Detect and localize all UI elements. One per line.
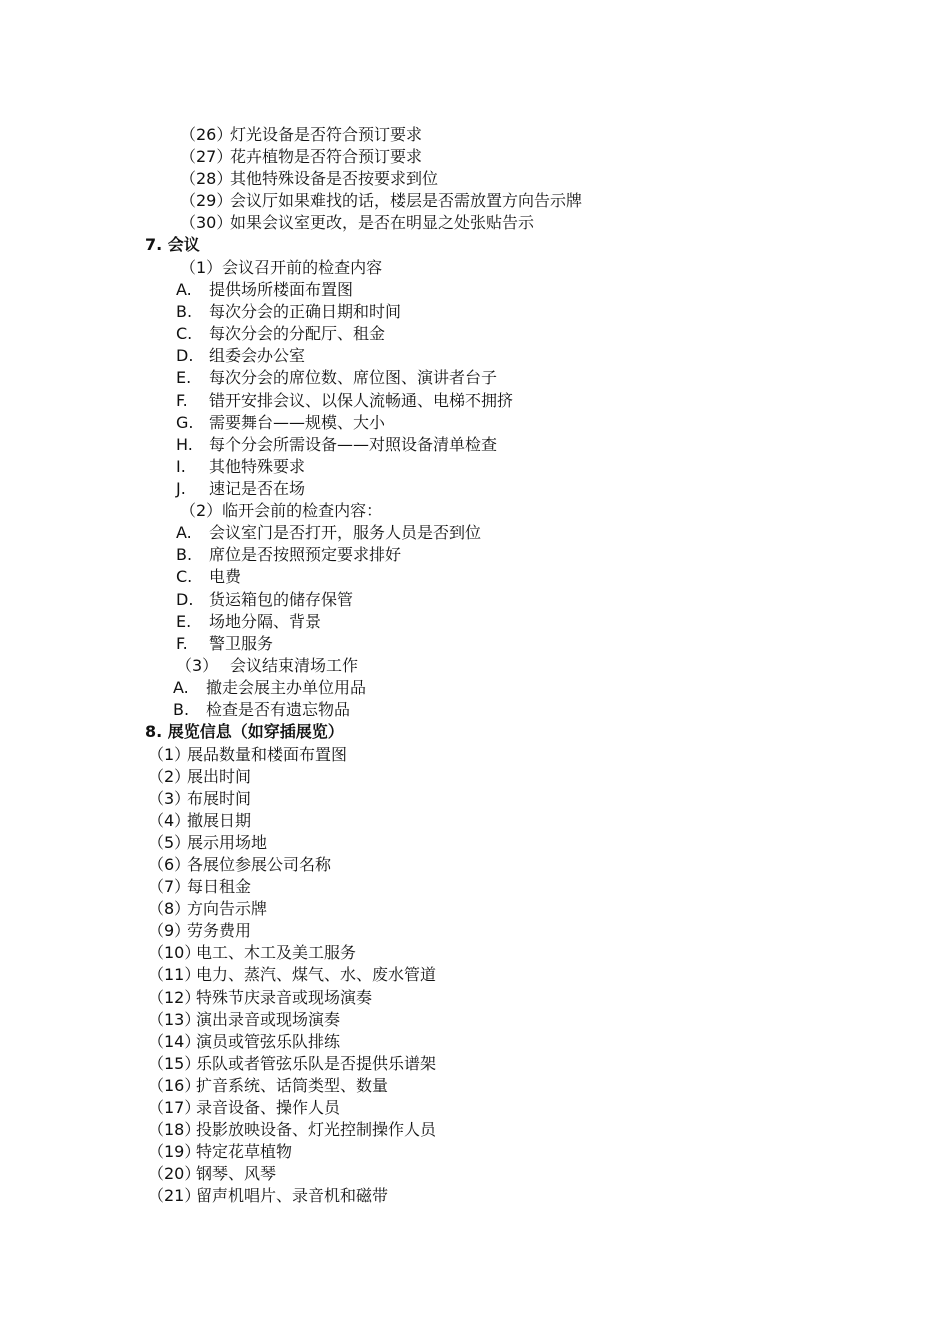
item-marker: A. (173, 678, 189, 697)
item-marker: （8） (148, 899, 191, 918)
item-marker: F. (176, 634, 188, 653)
item-text: 乐队或者管弦乐队是否提供乐谱架 (196, 1054, 437, 1073)
item-marker: （18） (148, 1120, 201, 1139)
item-text: 每次分会的席位数、席位图、演讲者台子 (209, 368, 498, 387)
item-marker: （21） (148, 1186, 201, 1205)
item-text: 花卉植物是否符合预订要求 (230, 147, 423, 166)
item-marker: F. (176, 391, 188, 410)
item-marker: （3） (148, 789, 191, 808)
item-marker: D. (176, 346, 194, 365)
item-text: 错开安排会议、以保人流畅通、电梯不拥挤 (209, 391, 514, 410)
item-text: 每日租金 (187, 877, 252, 896)
item-text: 劳务费用 (187, 921, 252, 940)
item-text: 需要舞台——规模、大小 (209, 413, 386, 432)
section-8-heading: 8. 展览信息（如穿插展览） (145, 722, 344, 741)
item-text: 会议厅如果难找的话，楼层是否需放置方向告示牌 (230, 191, 583, 210)
item-marker: （29） (180, 191, 233, 210)
item-text: 警卫服务 (209, 634, 274, 653)
item-marker: （13） (148, 1010, 201, 1029)
item-text: 其他特殊设备是否按要求到位 (230, 169, 439, 188)
item-text: 电费 (209, 567, 242, 586)
item-marker: （1） (148, 745, 191, 764)
item-marker: （16） (148, 1076, 201, 1095)
item-text: 提供场所楼面布置图 (209, 280, 354, 299)
item-marker: （15） (148, 1054, 201, 1073)
item-text: 展出时间 (187, 767, 252, 786)
item-text: 演员或管弦乐队排练 (196, 1032, 341, 1051)
item-text: 各展位参展公司名称 (187, 855, 332, 874)
item-text: 特殊节庆录音或现场演奏 (196, 988, 373, 1007)
item-marker: G. (176, 413, 194, 432)
item-marker: C. (176, 324, 193, 343)
item-text: 其他特殊要求 (209, 457, 306, 476)
subsection-2-title: （2）临开会前的检查内容： (180, 501, 383, 520)
item-marker: （11） (148, 965, 201, 984)
item-text: 布展时间 (187, 789, 252, 808)
item-text: 方向告示牌 (187, 899, 268, 918)
item-text: 每个分会所需设备——对照设备清单检查 (209, 435, 498, 454)
item-text: 演出录音或现场演奏 (196, 1010, 341, 1029)
section-7-heading: 7. 会议 (145, 235, 200, 254)
item-marker: D. (176, 590, 194, 609)
item-marker: A. (176, 523, 192, 542)
item-text: 货运箱包的储存保管 (209, 590, 354, 609)
item-text: 投影放映设备、灯光控制操作人员 (196, 1120, 437, 1139)
item-marker: E. (176, 612, 192, 631)
item-text: 展品数量和楼面布置图 (187, 745, 348, 764)
item-text: 撤展日期 (187, 811, 252, 830)
item-text: 留声机唱片、录音机和磁带 (196, 1186, 389, 1205)
item-marker: A. (176, 280, 192, 299)
item-marker: （20） (148, 1164, 201, 1183)
item-marker: J. (176, 479, 186, 498)
item-text: 电工、木工及美工服务 (196, 943, 357, 962)
item-text: 每次分会的分配厅、租金 (209, 324, 386, 343)
item-marker: C. (176, 567, 193, 586)
item-text: 灯光设备是否符合预订要求 (230, 125, 423, 144)
item-marker: B. (173, 700, 190, 719)
subsection-3-title: 会议结束清场工作 (230, 656, 359, 675)
item-marker: （10） (148, 943, 201, 962)
item-text: 特定花草植物 (196, 1142, 293, 1161)
subsection-3-marker: （3） (176, 656, 219, 675)
item-marker: （6） (148, 855, 191, 874)
item-marker: （26） (180, 125, 233, 144)
item-marker: （27） (180, 147, 233, 166)
item-marker: （9） (148, 921, 191, 940)
item-marker: B. (176, 302, 193, 321)
item-marker: （14） (148, 1032, 201, 1051)
item-text: 会议室门是否打开，服务人员是否到位 (209, 523, 482, 542)
item-marker: （17） (148, 1098, 201, 1117)
item-marker: （28） (180, 169, 233, 188)
item-text: 检查是否有遗忘物品 (206, 700, 351, 719)
item-marker: （19） (148, 1142, 201, 1161)
item-marker: （4） (148, 811, 191, 830)
item-text: 扩音系统、话筒类型、数量 (196, 1076, 389, 1095)
item-text: 撤走会展主办单位用品 (206, 678, 367, 697)
item-marker: （5） (148, 833, 191, 852)
item-text: 场地分隔、背景 (209, 612, 322, 631)
item-text: 席位是否按照预定要求排好 (209, 545, 402, 564)
item-marker: B. (176, 545, 193, 564)
item-marker: （2） (148, 767, 191, 786)
item-text: 录音设备、操作人员 (196, 1098, 341, 1117)
item-text: 组委会办公室 (209, 346, 306, 365)
item-text: 如果会议室更改，是否在明显之处张贴告示 (230, 213, 535, 232)
item-marker: （7） (148, 877, 191, 896)
item-text: 钢琴、风琴 (196, 1164, 277, 1183)
item-text: 速记是否在场 (209, 479, 306, 498)
item-text: 每次分会的正确日期和时间 (209, 302, 402, 321)
item-marker: H. (176, 435, 193, 454)
item-text: 展示用场地 (187, 833, 268, 852)
item-text: 电力、蒸汽、煤气、水、废水管道 (196, 965, 437, 984)
subsection-1-title: （1）会议召开前的检查内容 (180, 258, 383, 277)
item-marker: I. (176, 457, 186, 476)
item-marker: （12） (148, 988, 201, 1007)
item-marker: E. (176, 368, 192, 387)
item-marker: （30） (180, 213, 233, 232)
